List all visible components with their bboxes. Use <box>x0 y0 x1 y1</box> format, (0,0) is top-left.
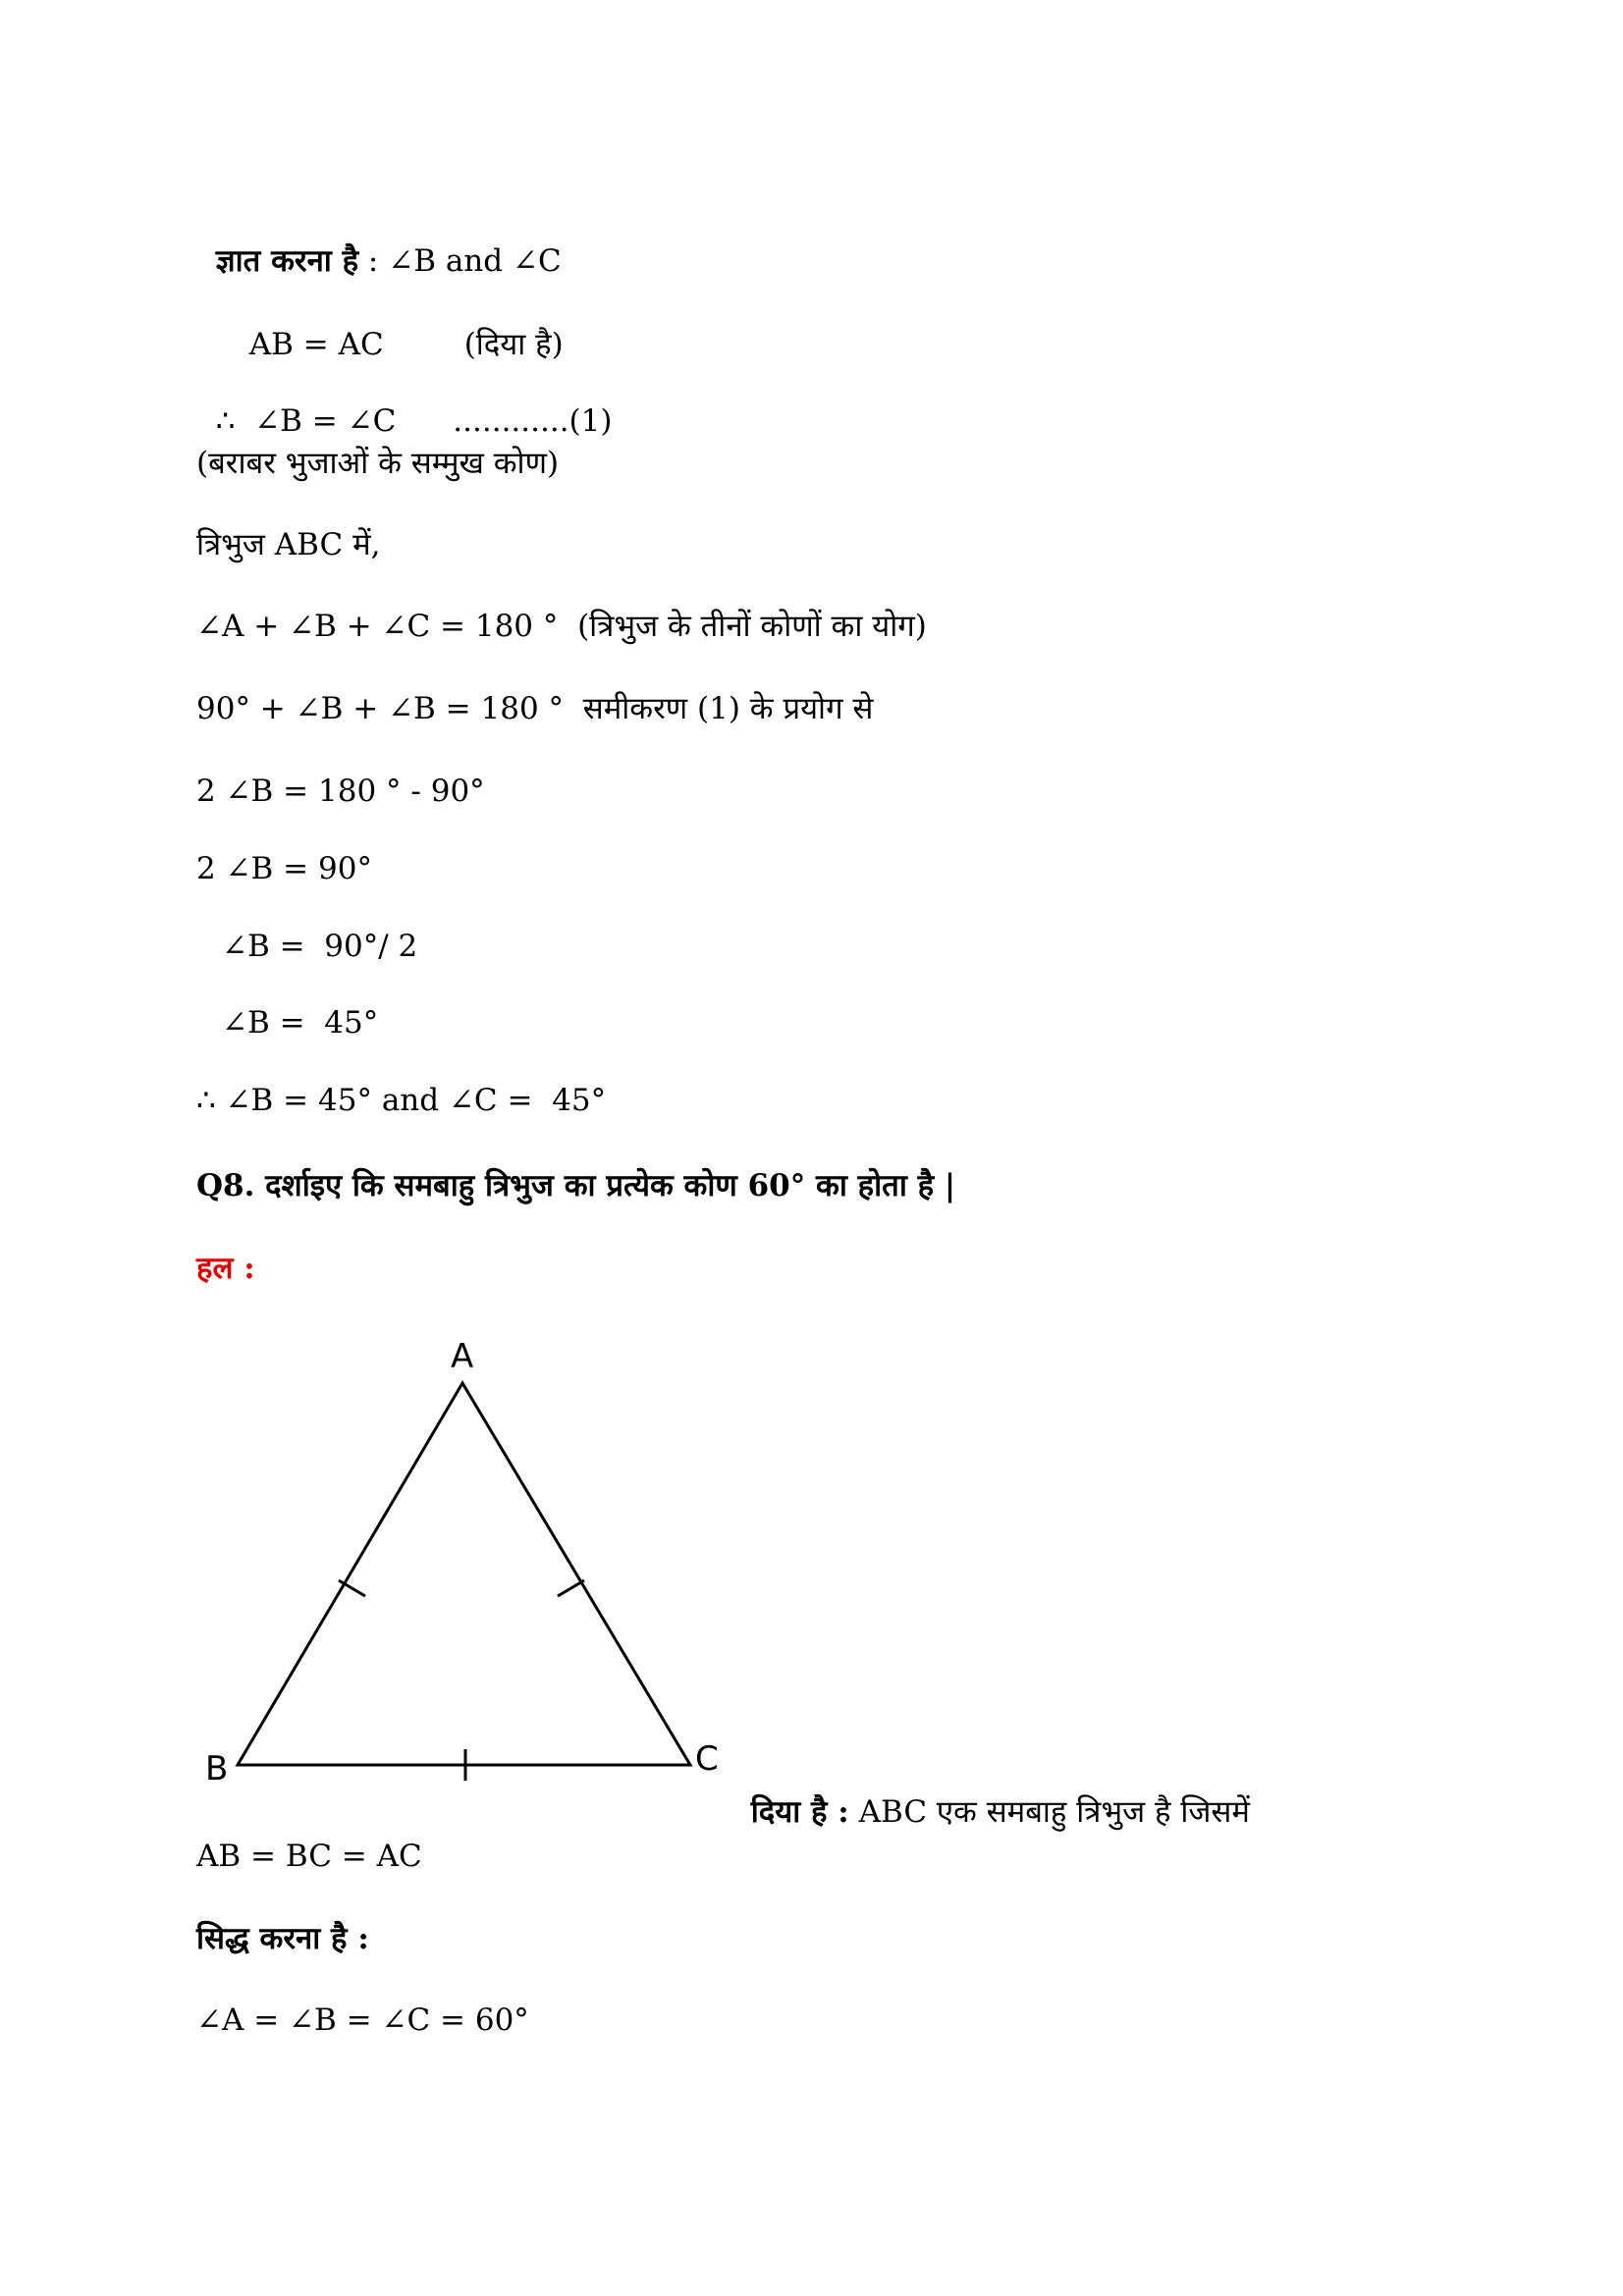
step-b-90-over-2: ∠B = 90°/ 2 <box>222 929 418 964</box>
to-prove-heading: सिद्ध करना है : <box>196 1921 369 1956</box>
equilateral-triangle-figure <box>191 1320 741 1801</box>
substitution-line: 90° + ∠B + ∠B = 180 ° समीकरण (1) के प्रयोग से <box>196 691 874 726</box>
given-heading: दिया है : <box>750 1794 849 1830</box>
tick-mark-ac <box>558 1580 584 1596</box>
triangle-abc <box>238 1383 690 1765</box>
equation-ab-ac: AB = AC <box>248 327 384 362</box>
to-find-text: : ∠B and ∠C <box>358 243 562 279</box>
equation-b-c: ∴ ∠B = ∠C <box>215 403 397 439</box>
question-8: Q8. दर्शाइए कि समबाहु त्रिभुज का प्रत्येक कोण 60° का होता है | <box>196 1168 956 1203</box>
solution-heading: हल : <box>196 1251 255 1286</box>
to-prove-equation: ∠A = ∠B = ∠C = 60° <box>196 2002 529 2038</box>
given-statement <box>731 1753 1250 1832</box>
reason-opposite-angles: (बराबर भुजाओं के सम्मुख कोण) <box>196 446 560 481</box>
angle-sum-line: ∠A + ∠B + ∠C = 180 ° (त्रिभुज के तीनों कोणों का योग) <box>196 609 927 644</box>
to-find-line <box>196 202 562 281</box>
vertex-label-a: A <box>451 1337 474 1376</box>
in-triangle-abc: त्रिभुज ABC में, <box>196 527 381 562</box>
equation-number-1: ............(1) <box>453 403 613 439</box>
conclusion-line: ∴ ∠B = 45° and ∠C = 45° <box>196 1083 607 1118</box>
given-text: ABC एक समबाहु त्रिभुज है जिसमें <box>848 1794 1250 1830</box>
to-find-heading: ज्ञात करना है <box>215 243 359 279</box>
given-equal-sides-line <box>230 286 564 364</box>
given-equation: AB = BC = AC <box>196 1839 422 1874</box>
step-2b-90: 2 ∠B = 90° <box>196 851 372 886</box>
given-note: (दिया है) <box>463 327 564 362</box>
step-b-45: ∠B = 45° <box>222 1005 379 1041</box>
step-2b-180-90: 2 ∠B = 180 ° - 90° <box>196 774 485 809</box>
vertex-label-b: B <box>205 1749 229 1789</box>
equal-angles-line <box>196 362 612 441</box>
vertex-label-c: C <box>695 1739 719 1779</box>
